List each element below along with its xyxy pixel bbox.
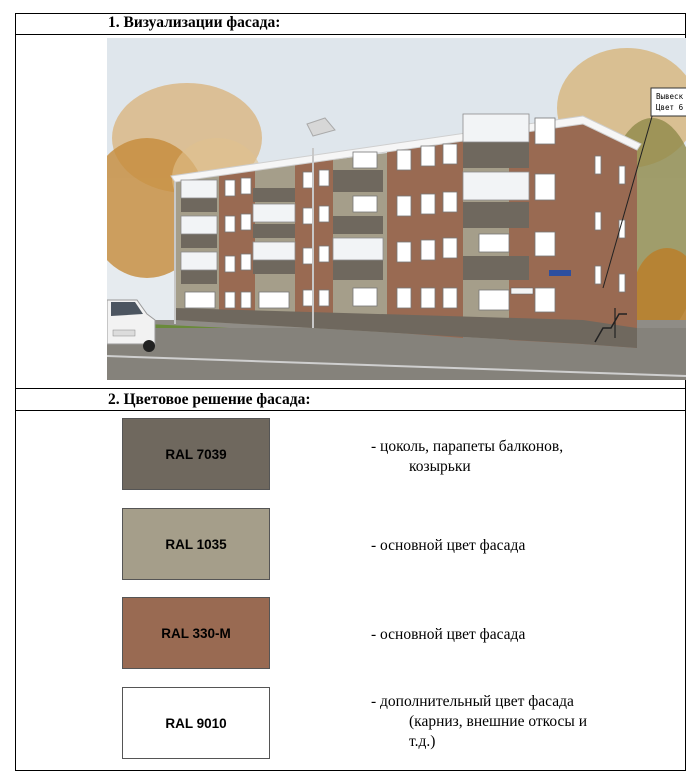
color-swatch-ral-7039 [122, 418, 270, 490]
swatch-description-continuation: козырьки [409, 458, 471, 475]
swatch-description-text: - основной цвет фасада [371, 626, 526, 643]
swatch-code: RAL 9010 [165, 715, 227, 731]
facade-visualization-image [107, 38, 686, 380]
sign-label-line1: Вывеск [656, 92, 684, 101]
swatch-description [371, 437, 671, 477]
color-swatch-ral-9010 [122, 687, 270, 759]
section-title-color-scheme: 2. Цветовое решение фасада: [108, 391, 311, 408]
swatch-code: RAL 330-M [161, 625, 231, 641]
color-swatch-ral-1035 [122, 508, 270, 580]
section-title-visualization: 1. Визуализации фасада: [108, 14, 281, 31]
divider [15, 388, 686, 389]
swatch-description [371, 625, 671, 645]
swatch-description-text: - цоколь, парапеты балконов, [371, 438, 564, 455]
swatch-description [371, 536, 671, 556]
swatch-description [371, 692, 671, 752]
divider [15, 34, 686, 35]
color-swatch-ral-330-m [122, 597, 270, 669]
divider [15, 410, 686, 411]
swatch-description-text: - дополнительный цвет фасада [371, 693, 574, 710]
swatch-code: RAL 7039 [165, 446, 227, 462]
swatch-description-continuation: т.д.) [409, 733, 436, 750]
swatch-description-text: - основной цвет фасада [371, 537, 526, 554]
swatch-description-continuation: (карниз, внешние откосы и [409, 713, 587, 730]
sign-label-line2: Цвет 6 [656, 103, 684, 112]
swatch-code: RAL 1035 [165, 536, 227, 552]
